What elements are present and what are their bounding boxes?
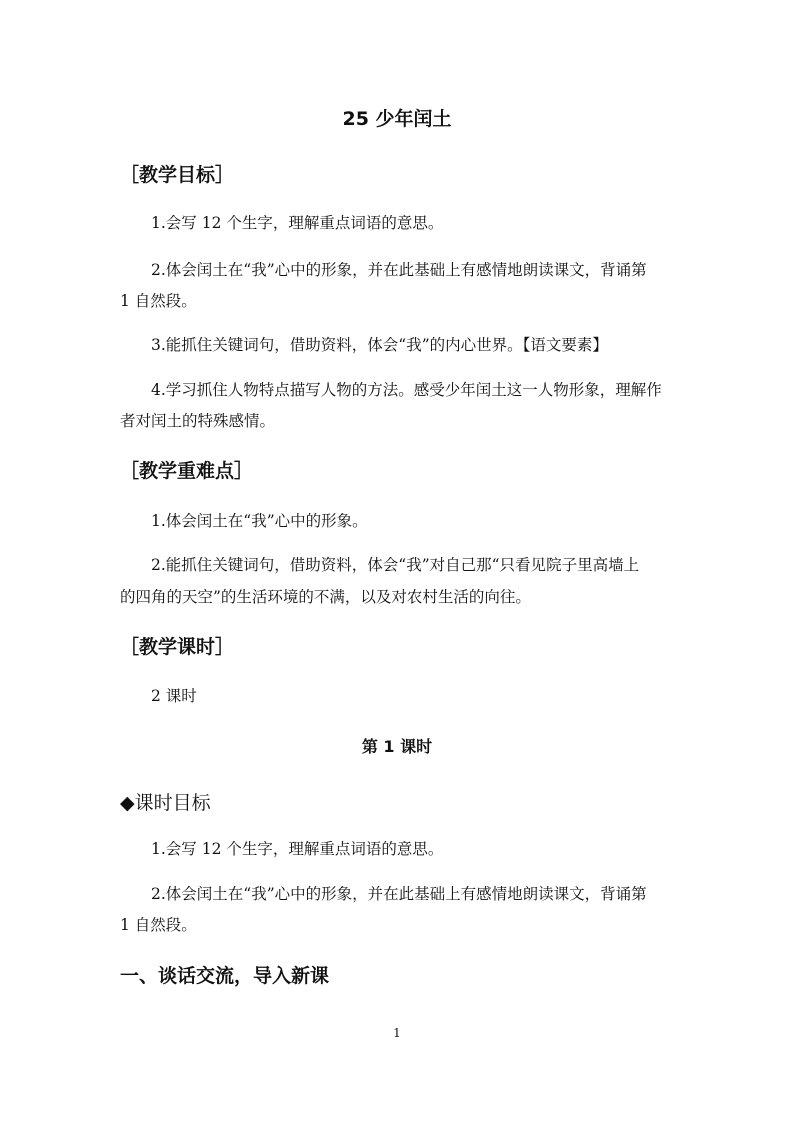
lesson-goal-1: 1.会写 12 个生字，理解重点词语的意思。 [151,840,444,858]
lesson-goal-2: 2.体会闰土在“我”心中的形象，并在此基础上有感情地朗读课文，背诵第 [151,885,647,903]
heading-key-points: ［教学重难点］ [120,460,254,482]
class-hours-value: 2 课时 [151,687,197,705]
lesson-goals-heading: ◆课时目标 [120,792,211,814]
lesson-goal-2-cont: 1 自然段。 [120,916,197,934]
goal-item-4: 4.学习抓住人物特点描写人物的方法。感受少年闰土这一人物形象，理解作 [151,381,662,399]
key-point-2: 2.能抓住关键词句，借助资料，体会“我”对自己那“只看见院子里高墙上 [151,556,640,574]
key-point-2-cont: 的四角的天空”的生活环境的不满，以及对农村生活的向往。 [120,588,531,606]
goal-item-2-cont: 1 自然段。 [120,292,197,310]
goal-item-4-cont: 者对闰土的特殊感情。 [120,412,276,430]
lesson-1-title: 第 1 课时 [361,737,433,756]
goal-item-2: 2.体会闰土在“我”心中的形象，并在此基础上有感情地朗读课文，背诵第 [151,261,647,279]
page-number: 1 [393,1026,401,1040]
goal-item-1: 1.会写 12 个生字，理解重点词语的意思。 [151,214,444,232]
goal-item-3: 3.能抓住关键词句，借助资料，体会“我”的内心世界。【语文要素】 [151,336,608,354]
key-point-1: 1.体会闰土在“我”心中的形象。 [151,512,368,530]
heading-teaching-goals: ［教学目标］ [120,164,235,186]
heading-class-hours: ［教学课时］ [120,636,235,658]
part-1-heading: 一、谈话交流，导入新课 [120,965,330,987]
document-title: 25 少年闰土 [342,108,452,130]
